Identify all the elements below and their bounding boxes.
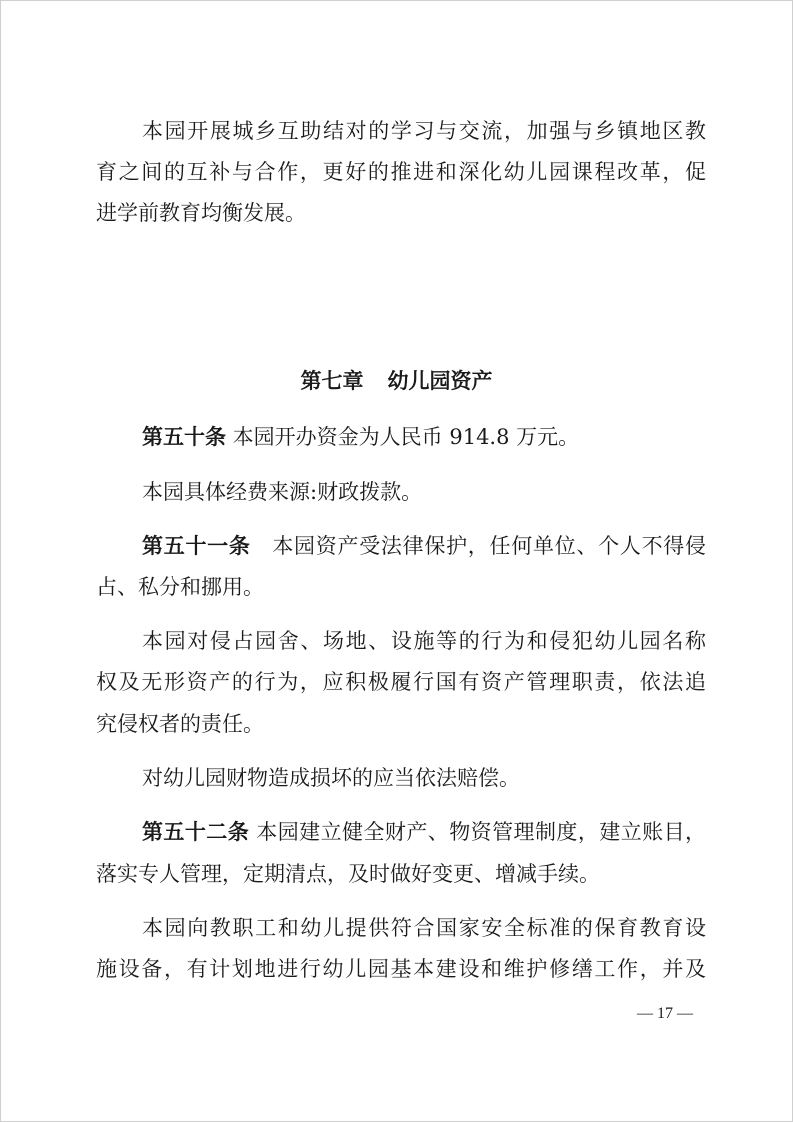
chapter-title [0,367,793,395]
article-text: 本园建立健全财产、物资管理制度，建立账目， [249,820,706,844]
chapter-name: 幼儿园资产 [387,368,493,393]
paragraph-line: 施设备，有计划地进行幼儿园基本建设和维护修缮工作，并及 [96,957,706,981]
paragraph-line: 落实专人管理，定期清点，及时做好变更、增减手续。 [96,862,600,886]
paragraph-line: 本园对侵占园舍、场地、设施等的行为和侵犯幼儿园名称 [142,629,706,653]
paragraph-line: 本园开展城乡互助结对的学习与交流，加强与乡镇地区教 [142,119,706,143]
article-51 [142,532,706,560]
paragraph-line: 占、私分和挪用。 [96,575,264,599]
paragraph-line: 对幼儿园财物造成损坏的应当依法赔偿。 [142,766,520,790]
article-text: 本园资产受法律保护，任何单位、个人不得侵 [250,534,707,558]
paragraph-line: 究侵权者的责任。 [96,712,264,736]
page-number: — 17 — [637,1005,693,1022]
article-heading: 第五十二条 [142,819,250,844]
chapter-number: 第七章 [300,368,364,393]
paragraph-line: 本园向教职工和幼儿提供符合国家安全标准的保育教育设 [142,916,706,940]
article-52 [142,818,706,846]
paragraph-line: 本园具体经费来源:财政拨款。 [142,480,423,504]
paragraph-line: 权及无形资产的行为，应积极履行国有资产管理职责，依法追 [96,670,706,694]
article-text: 本园开办资金为人民币 914.8 万元。 [226,425,580,449]
article-50 [142,423,706,451]
article-heading: 第五十一条 [142,533,251,558]
paragraph-line: 进学前教育均衡发展。 [96,201,306,225]
article-heading: 第五十条 [142,424,226,449]
paragraph-line: 育之间的互补与合作，更好的推进和深化幼儿园课程改革，促 [96,160,706,184]
